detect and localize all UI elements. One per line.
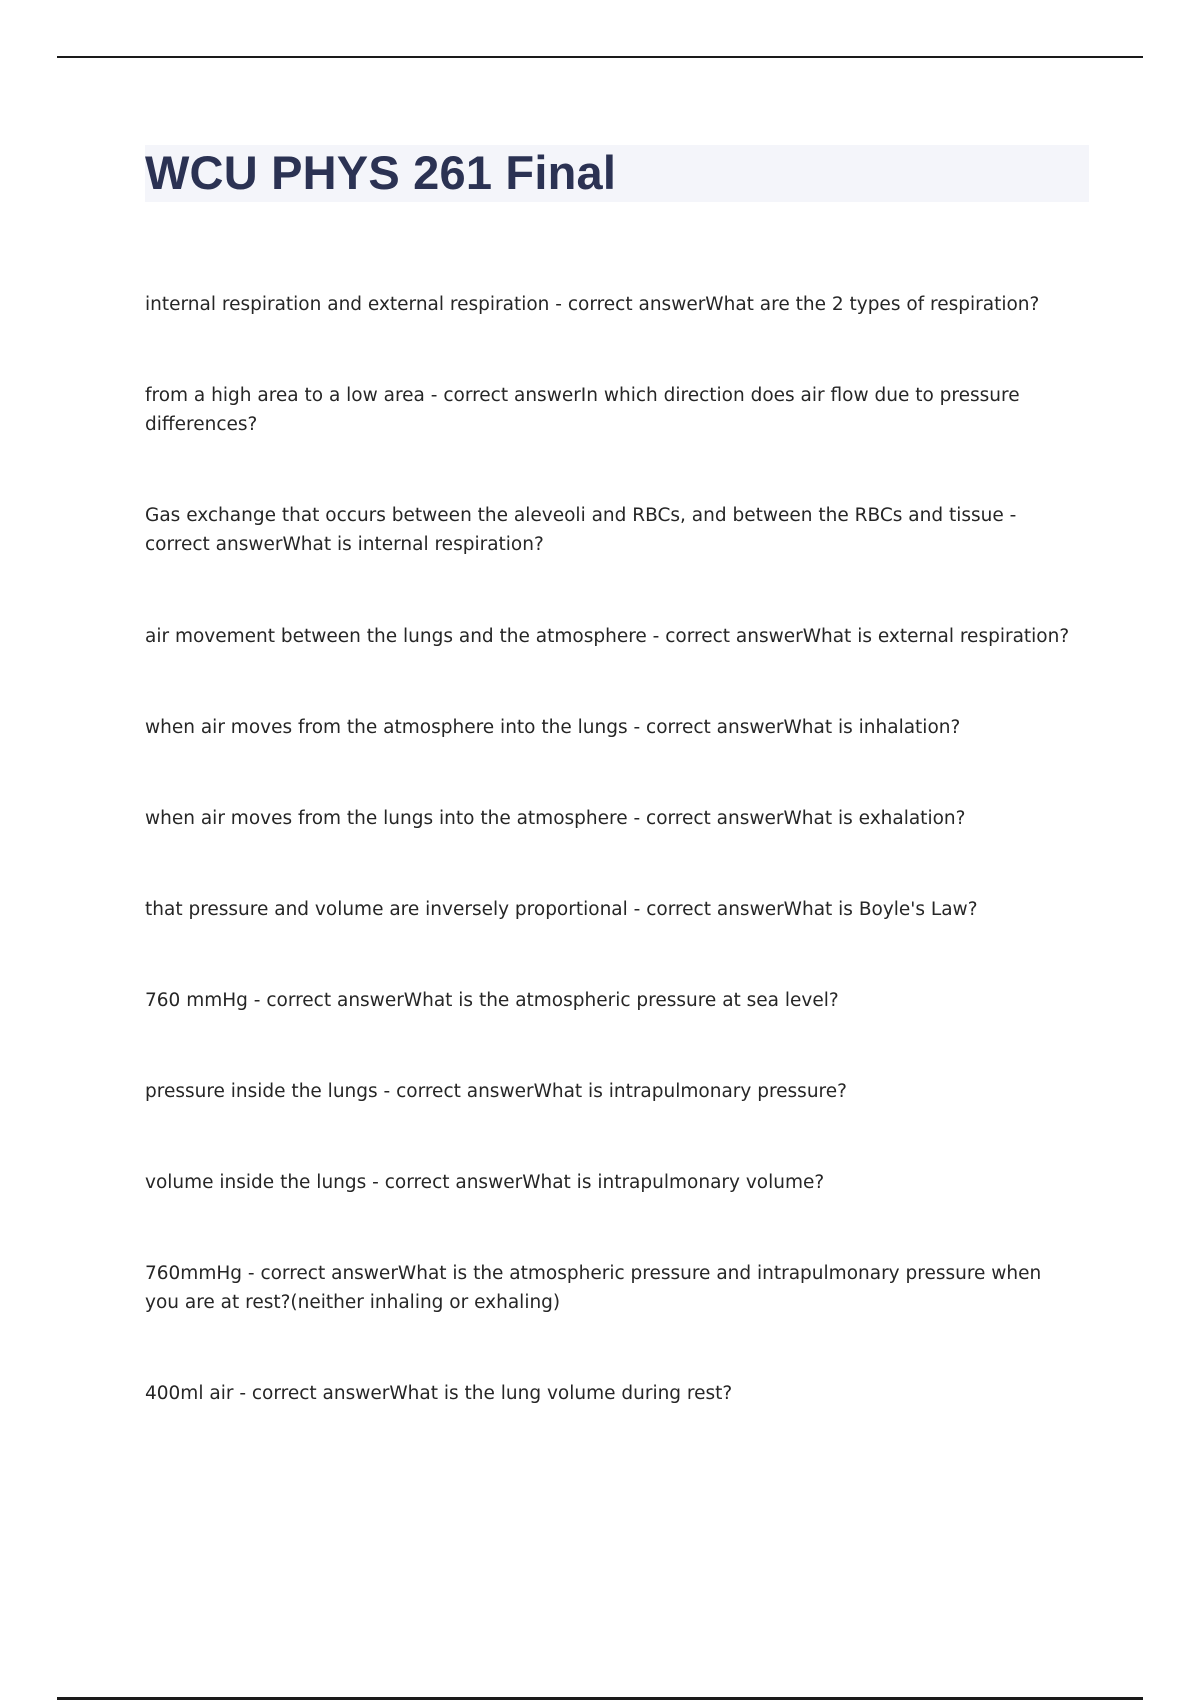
- top-rule: [57, 56, 1143, 58]
- qa-item: volume inside the lungs - correct answerWhat is intrapulmonary volume?: [145, 1172, 825, 1193]
- qa-item: Gas exchange that occurs between the aleveoli and RBCs, and between the RBCs and tissue - correct answerWhat is internal respiration?: [145, 505, 1017, 555]
- qa-item: when air moves from the lungs into the atmosphere - correct answerWhat is exhalation?: [145, 808, 966, 829]
- qa-item: 760 mmHg - correct answerWhat is the atmospheric pressure at sea level?: [145, 990, 839, 1011]
- qa-item: 400ml air - correct answerWhat is the lung volume during rest?: [145, 1383, 733, 1404]
- qa-item: from a high area to a low area - correct answerIn which direction does air flow due to pressure differences?: [145, 385, 1020, 435]
- page-title: WCU PHYS 261 Final: [145, 146, 617, 199]
- qa-item: internal respiration and external respiration - correct answerWhat are the 2 types of respiration?: [145, 294, 1040, 315]
- qa-item: 760mmHg - correct answerWhat is the atmospheric pressure and intrapulmonary pressure when you are at rest?(neither inhaling or exhaling): [145, 1263, 1042, 1313]
- qa-item: pressure inside the lungs - correct answerWhat is intrapulmonary pressure?: [145, 1081, 847, 1102]
- qa-item: air movement between the lungs and the atmosphere - correct answerWhat is external respiration?: [145, 626, 1070, 647]
- qa-item: that pressure and volume are inversely proportional - correct answerWhat is Boyle's Law?: [145, 899, 978, 920]
- qa-item: when air moves from the atmosphere into the lungs - correct answerWhat is inhalation?: [145, 717, 961, 738]
